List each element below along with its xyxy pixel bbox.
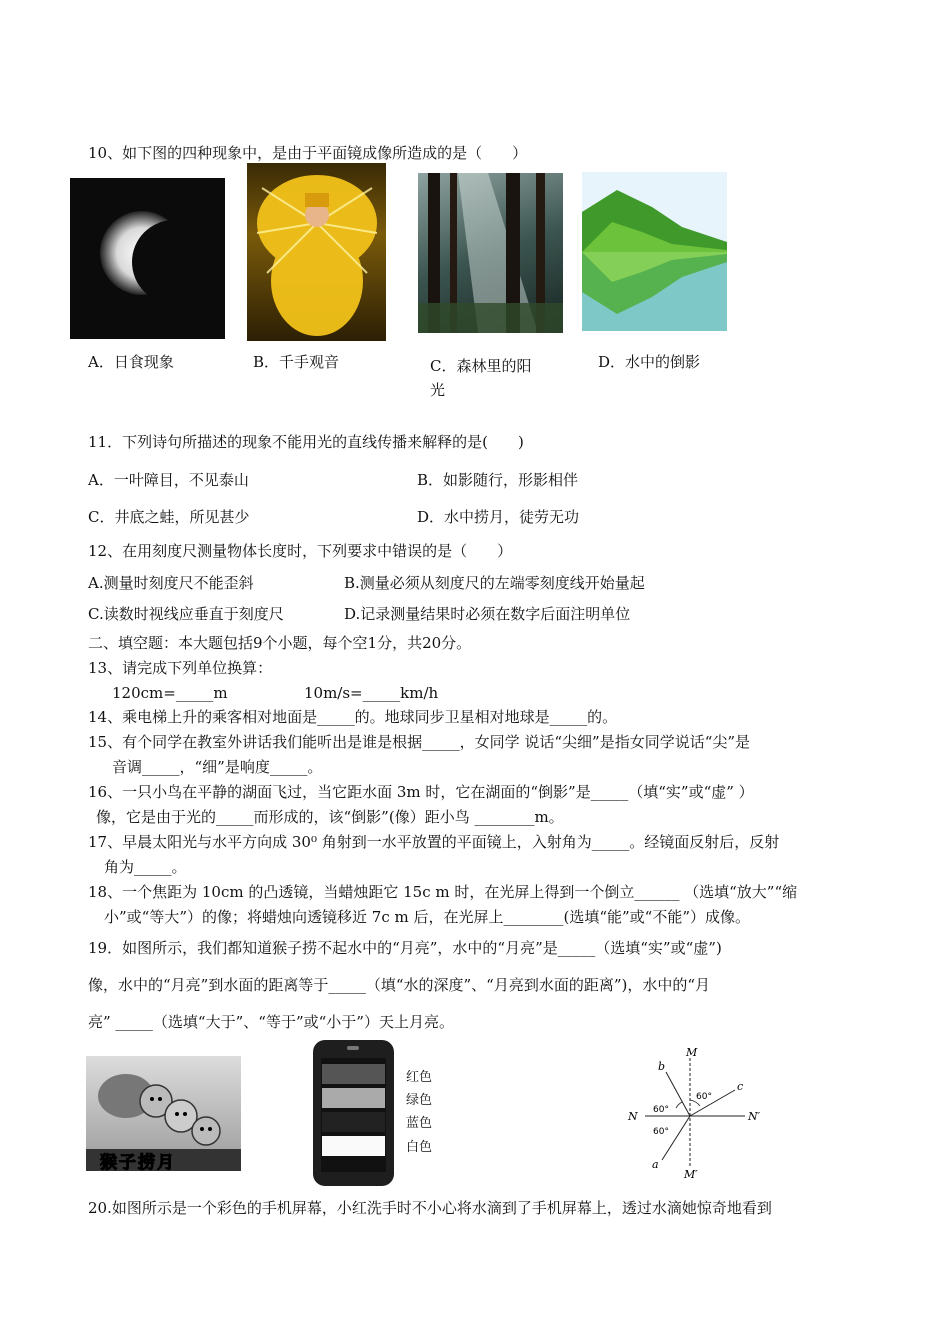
dance-image: [247, 163, 386, 341]
q15-line2: 音调_____，“细”是响度_____。: [112, 758, 323, 776]
eclipse-image: [70, 178, 225, 339]
q19-line3: 亮” _____（选填“大于”、“等于”或“小于”）天上月亮。: [88, 1013, 454, 1031]
q16-line1: 16、一只小鸟在平静的湖面飞过，当它距水面 3m 时，它在湖面的“倒影”是_____（填“实”或“虚” ）: [88, 783, 754, 801]
diagram-angle-3: 60°: [653, 1127, 669, 1137]
diagram-label-n: N: [628, 1110, 638, 1123]
q17-line2: 角为_____。: [104, 858, 187, 876]
diagram-label-a: a: [652, 1158, 659, 1171]
q10-option-c-line1: C．森林里的阳: [430, 357, 532, 375]
q13-part2: 10m/s=_____km/h: [304, 684, 439, 702]
q19-line1: 19．如图所示，我们都知道猴子捞不起水中的“月亮”，水中的“月亮”是_____（选填“实”或“虚”): [88, 939, 722, 957]
q10-option-c-line2: 光: [430, 381, 446, 399]
phone-image: [313, 1040, 394, 1186]
forest-image: [418, 173, 563, 333]
q18-line1: 18、一个焦距为 10cm 的凸透镜，当蜡烛距它 15c m 时，在光屏上得到一个倒立______ （选填“放大”“缩: [88, 883, 798, 901]
q10-option-b: B．千手观音: [253, 353, 340, 371]
ray-a: [662, 1116, 690, 1160]
diagram-angle-1: 60°: [696, 1092, 712, 1102]
q16-line2: 像，它是由于光的_____而形成的，该“倒影”(像）距小鸟 ________m。: [96, 808, 564, 826]
monkey-cartoon-image: [86, 1056, 241, 1171]
q10-option-a: A．日食现象: [88, 353, 174, 371]
q11-option-a: A．一叶障目，不见泰山: [88, 471, 249, 489]
q12-stem: 12、在用刻度尺测量物体长度时，下列要求中错误的是（ ）: [88, 542, 513, 560]
phone-label-green: 绿色: [406, 1093, 433, 1108]
q20: 20.如图所示是一个彩色的手机屏幕，小红洗手时不小心将水滴到了手机屏幕上，透过水滴她惊奇地看到: [88, 1199, 772, 1217]
q10-stem: 10、如下图的四种现象中，是由于平面镜成像所造成的是（ ）: [88, 144, 528, 162]
diagram-label-m: M: [686, 1046, 698, 1059]
q19-line2: 像，水中的“月亮”到水面的距离等于_____（填“水的深度”、“月亮到水面的距离”)，水中的“月: [88, 976, 711, 994]
reflection-image: [582, 172, 727, 331]
diagram-label-b: b: [658, 1060, 666, 1073]
diagram-angle-2: 60°: [653, 1105, 669, 1115]
q11-stem: 11．下列诗句所描述的现象不能用光的直线传播来解释的是( ): [88, 433, 524, 451]
q10-option-d: D．水中的倒影: [598, 353, 701, 371]
reflection-diagram: [620, 1044, 770, 1184]
monkey-cartoon-caption: 猴子捞月: [100, 1153, 176, 1171]
q10-option-c: [430, 355, 560, 401]
q14: 14、乘电梯上升的乘客相对地面是_____的。地球同步卫星相对地球是_____的。: [88, 708, 618, 726]
q12-option-d: D.记录测量结果时必须在数字后面注明单位: [344, 605, 631, 623]
blue-bar: [322, 1112, 385, 1132]
diagram-label-c: c: [737, 1080, 744, 1093]
diagram-label-m-prime: M′: [684, 1168, 698, 1181]
q18-line2: 小”或“等大”）的像；将蜡烛向透镜移近 7c m 后，在光屏上________(选填“能”或“不能”）成像。: [104, 908, 751, 926]
phone-label-white: 白色: [406, 1140, 433, 1155]
q12-option-a: A.测量时刻度尺不能歪斜: [88, 574, 254, 592]
section-heading: 二、填空题：本大题包括9个小题，每个空1分，共20分。: [88, 634, 472, 652]
q12-option-b: B.测量必须从刻度尺的左端零刻度线开始量起: [344, 574, 645, 592]
ray-b: [666, 1072, 690, 1116]
diagram-label-n-prime: N′: [748, 1110, 761, 1123]
q11-option-c: C．井底之蛙，所见甚少: [88, 508, 250, 526]
q17-line1: 17、早晨太阳光与水平方向成 30⁰ 角射到一水平放置的平面镜上，入射角为_____。经镜面反射后，反射: [88, 833, 780, 851]
q12-option-c: C.读数时视线应垂直于刻度尺: [88, 605, 284, 623]
green-bar: [322, 1088, 385, 1108]
q15-line1: 15、有个同学在教室外讲话我们能听出是谁是根据_____，女同学 说话“尖细”是指女同学说话“尖”是: [88, 733, 751, 751]
q11-option-b: B．如影随行，形影相伴: [417, 471, 579, 489]
phone-label-blue: 蓝色: [406, 1116, 433, 1131]
white-bar: [322, 1136, 385, 1156]
q11-option-d: D．水中捞月，徒劳无功: [417, 508, 580, 526]
q13-stem: 13、请完成下列单位换算：: [88, 659, 273, 677]
q13-part1: 120cm=_____m: [112, 684, 228, 702]
red-bar: [322, 1064, 385, 1084]
phone-label-red: 红色: [406, 1070, 433, 1085]
